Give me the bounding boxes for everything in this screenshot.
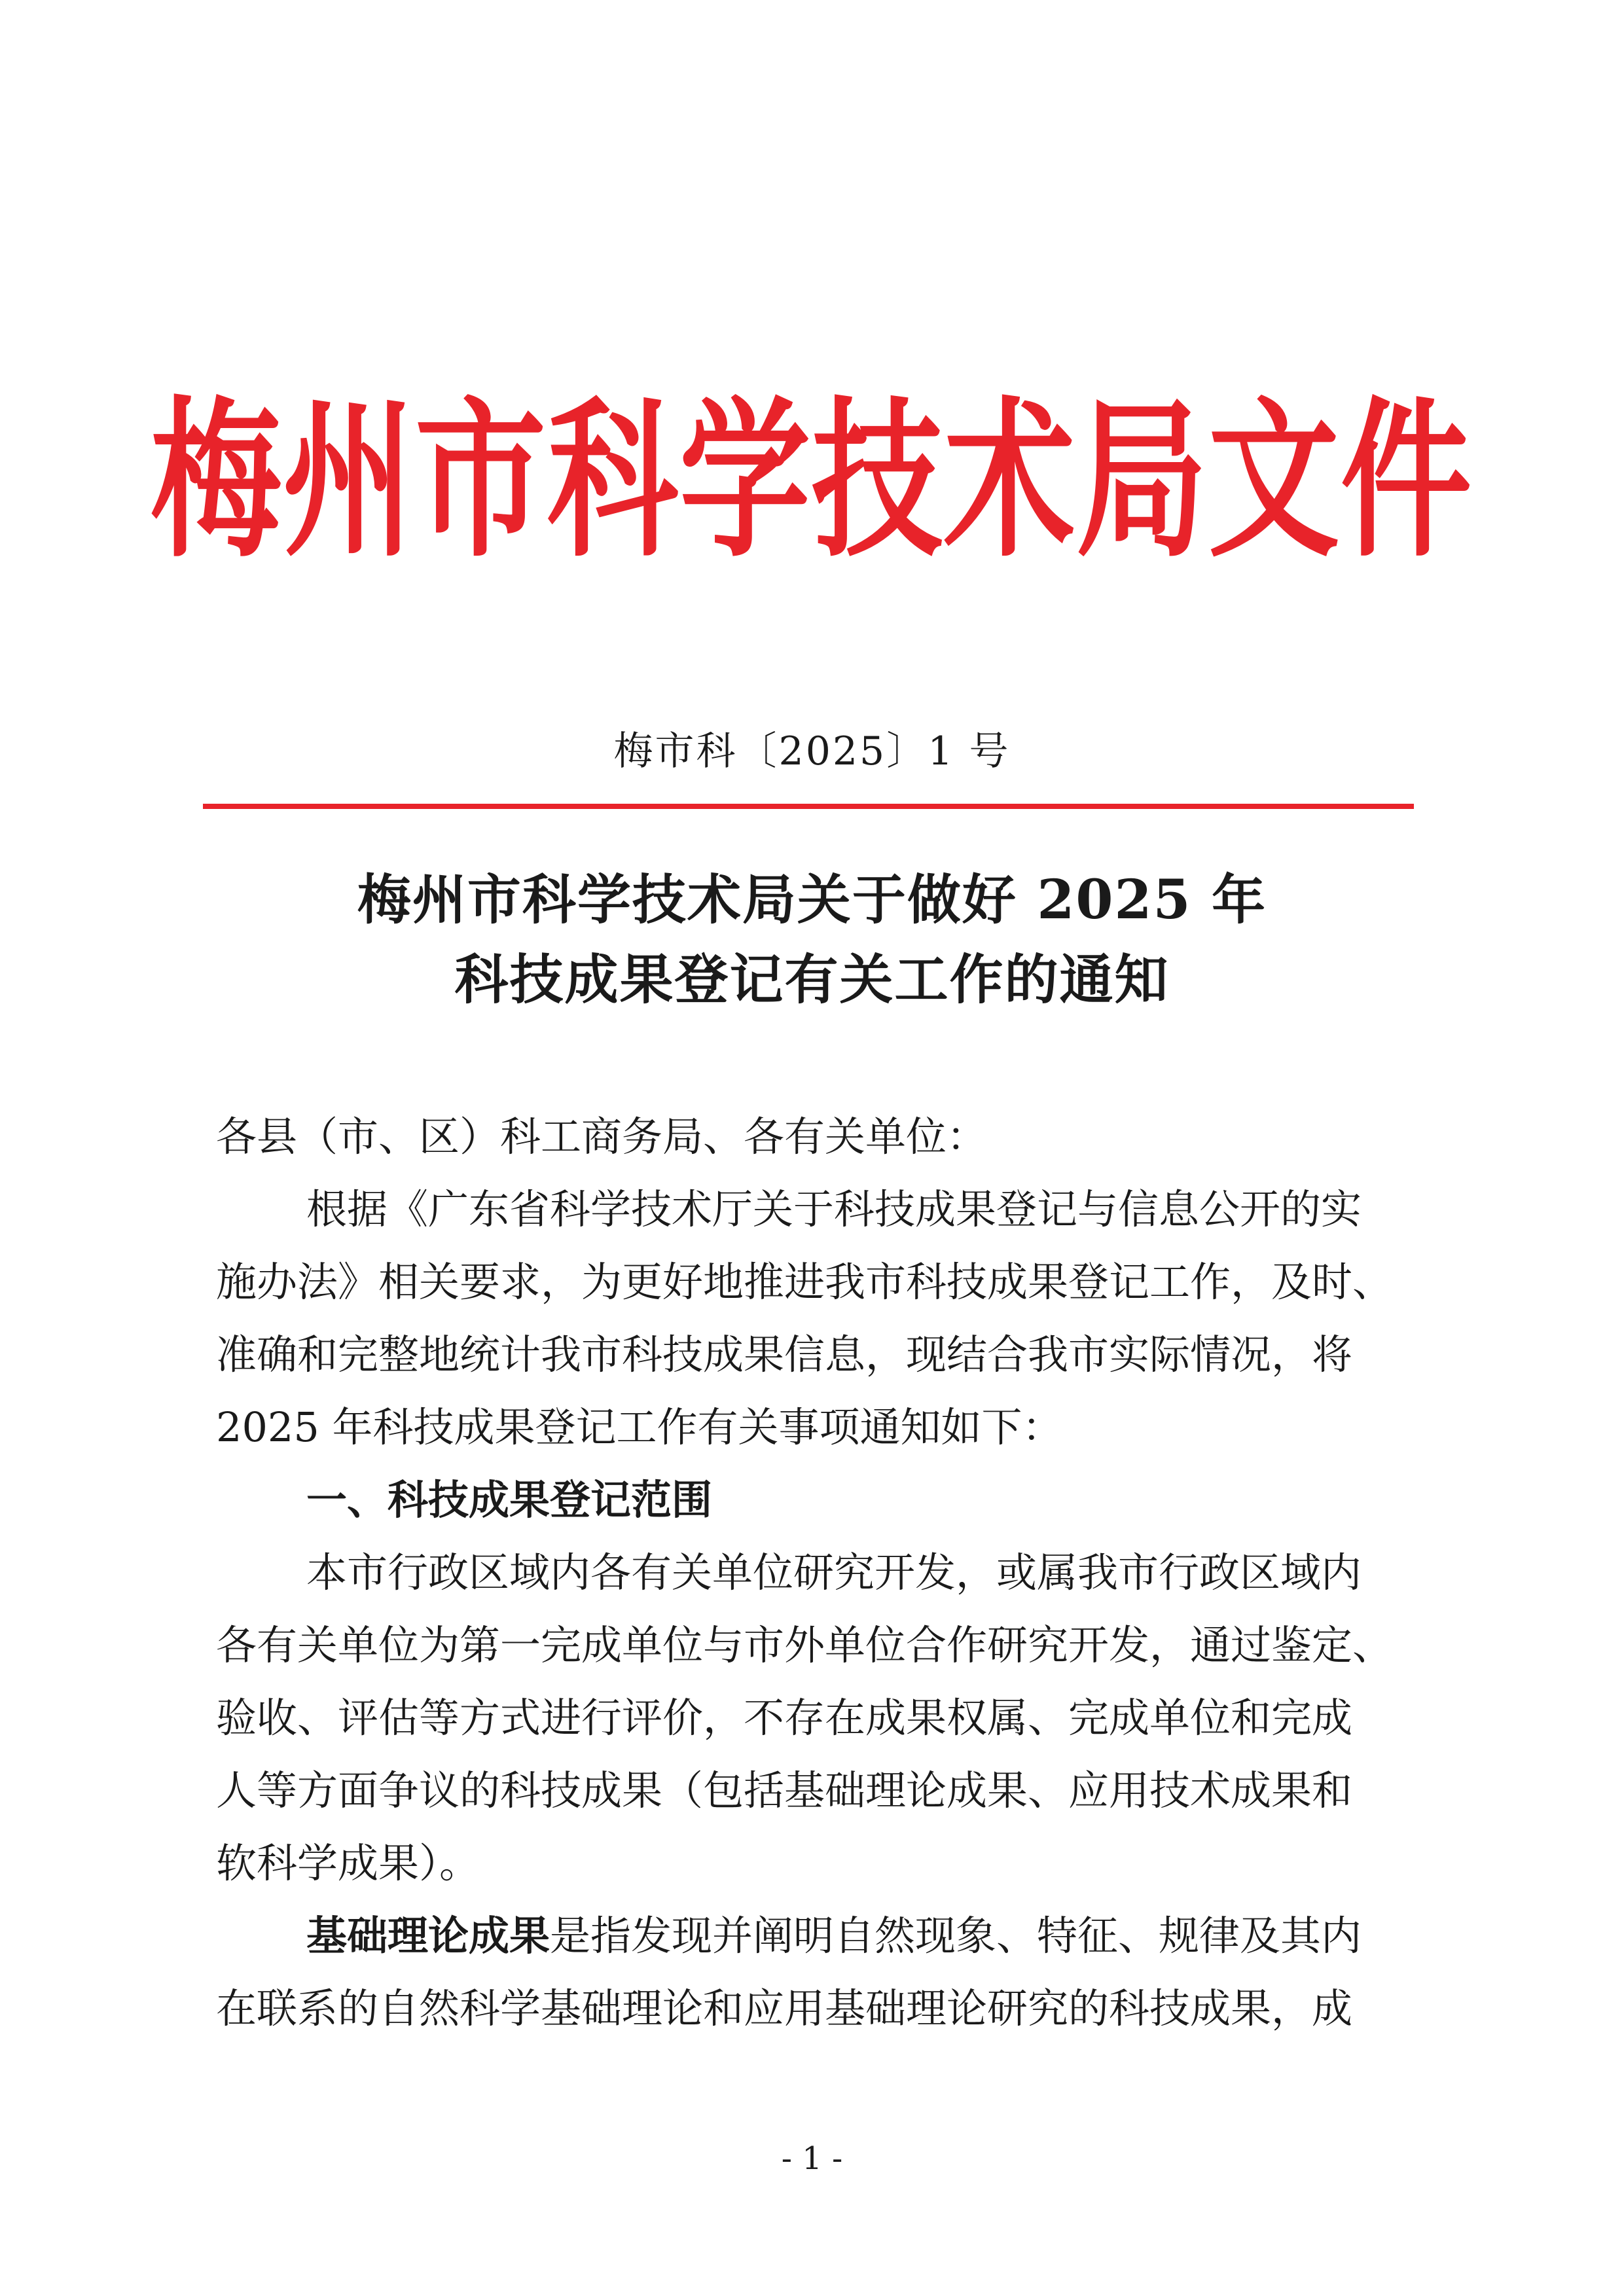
section-1-paragraph-line-4: 人等方面争议的科技成果（包括基础理论成果、应用技术成果和: [216, 1767, 1353, 1814]
document-number: 梅市科〔2025〕1 号: [613, 728, 1011, 774]
document-title-line-2: 科技成果登记有关工作的通知: [454, 948, 1170, 1011]
basic-theory-definition: 是指发现并阐明自然现象、特征、规律及其内: [550, 1912, 1362, 1960]
section-1-paragraph-line-2: 各有关单位为第一完成单位与市外单位合作研究开发，通过鉴定、: [216, 1621, 1394, 1669]
section-1-paragraph-line-5: 软科学成果）。: [216, 1839, 480, 1887]
intro-line-2: 施办法》相关要求，为更好地推进我市科技成果登记工作，及时、: [216, 1258, 1394, 1306]
masthead-title: 梅州市科学技术局文件: [151, 380, 1473, 581]
page-number: - 1 -: [781, 2140, 843, 2177]
document-title-line-1: 梅州市科学技术局关于做好 2025 年: [357, 869, 1267, 931]
basic-theory-paragraph-line-2: 在联系的自然科学基础理论和应用基础理论研究的科技成果，成: [216, 1984, 1353, 2032]
basic-theory-paragraph-line-1: [306, 1900, 1362, 1972]
section-1-heading: 一、科技成果登记范围: [306, 1476, 713, 1524]
intro-line-1: 根据《广东省科学技术厅关于科技成果登记与信息公开的实: [306, 1185, 1362, 1233]
red-divider-line: [203, 804, 1414, 809]
masthead: [151, 373, 1473, 589]
addressee: 各县（市、区）科工商务局、各有关单位：: [216, 1113, 988, 1160]
intro-line-4: 2025 年科技成果登记工作有关事项通知如下：: [216, 1403, 1063, 1451]
section-1-paragraph-line-3: 验收、评估等方式进行评价，不存在成果权属、完成单位和完成: [216, 1694, 1353, 1742]
intro-line-3: 准确和完整地统计我市科技成果信息，现结合我市实际情况，将: [216, 1331, 1353, 1378]
section-1-paragraph-line-1: 本市行政区域内各有关单位研究开发，或属我市行政区域内: [306, 1549, 1362, 1596]
basic-theory-term: 基础理论成果: [306, 1912, 550, 1960]
